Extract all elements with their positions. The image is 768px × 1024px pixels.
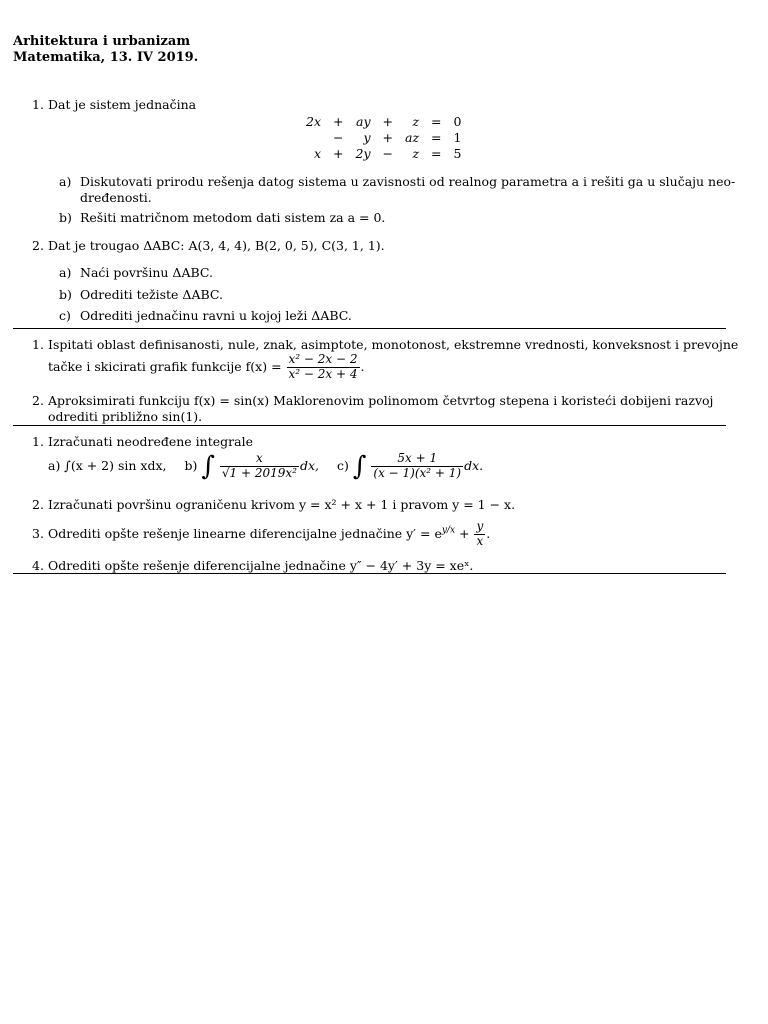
fraction-denominator: x <box>476 533 484 548</box>
integral-b-label: b) <box>184 457 198 473</box>
q1b-label: b) <box>59 210 72 225</box>
exponent: y/x <box>441 525 456 536</box>
plus-sign: + <box>455 525 474 541</box>
q2-number: 2. <box>32 238 44 253</box>
p3q3-text: Odrediti opšte rešenje linearne diferencijalne jednačine y′ = e <box>48 525 442 541</box>
section-divider <box>13 573 726 574</box>
p2q1-number: 1. <box>32 337 44 352</box>
system-cell: + <box>382 129 393 145</box>
course-title: Arhitektura i urbanizam <box>13 34 191 49</box>
system-cell: = <box>431 129 442 145</box>
p3q3-equation <box>48 520 490 549</box>
q2c-text: Odrediti jednačinu ravni u kojoj leži ΔABC. <box>80 308 352 323</box>
p3q2-number: 2. <box>32 497 44 512</box>
system-cell: + <box>333 113 344 129</box>
integral-c-tail: dx. <box>464 457 484 473</box>
p2q2-text: Aproksimirati funkciju f(x) = sin(x) Maklorenovim polinomom četvrtog stepena i koristeći dobijeni razvoj <box>48 393 714 408</box>
q1a-label: a) <box>59 174 72 189</box>
system-cell: z <box>412 145 420 161</box>
fraction-denominator: x² − 2x + 4 <box>288 366 358 381</box>
p3q4-number: 4. <box>32 558 44 573</box>
fraction-numerator: 5x + 1 <box>371 452 463 467</box>
q2b-label: b) <box>59 287 72 302</box>
section-divider <box>13 425 726 426</box>
p3q1-text: Izračunati neodređene integrale <box>48 434 253 449</box>
system-cell: y <box>363 129 371 145</box>
fraction-numerator: x² − 2x − 2 <box>288 352 358 366</box>
p2q1-tail: . <box>360 358 365 374</box>
system-cell: − <box>333 129 344 145</box>
p2q1-text: Ispitati oblast definisanosti, nule, znak, asimptote, monotonost, ekstremne vrednosti, konveksnost i prevojne <box>48 337 739 352</box>
function-fraction <box>287 353 360 382</box>
q1a-text-cont: dređenosti. <box>80 190 152 205</box>
integral-b-fraction <box>220 452 299 481</box>
system-cell: ay <box>356 113 371 129</box>
system-cell <box>300 129 327 145</box>
q2a-label: a) <box>59 265 72 280</box>
system-cell: az <box>405 129 420 145</box>
q2c-label: c) <box>59 308 71 323</box>
system-row <box>300 129 467 145</box>
system-cell: + <box>382 113 393 129</box>
p3q1-number: 1. <box>32 434 44 449</box>
system-row <box>300 113 467 129</box>
system-cell: 0 <box>453 113 462 129</box>
q1b-text: Rešiti matričnom metodom dati sistem za a = 0. <box>80 210 386 225</box>
fraction-denominator: (x − 1)(x² + 1) <box>373 465 462 480</box>
system-row <box>300 145 467 161</box>
p3q4-text: Odrediti opšte rešenje diferencijalne jednačine y″ − 4y′ + 3y = xeˣ. <box>48 558 474 573</box>
system-cell: z <box>412 113 420 129</box>
fraction-denominator: √1 + 2019x² <box>221 465 297 480</box>
p3q3-tail: . <box>486 525 491 541</box>
q2-text: Dat je trougao ΔABC: A(3, 4, 4), B(2, 0, 5), C(3, 1, 1). <box>48 238 385 253</box>
fraction-numerator: y <box>476 519 484 533</box>
system-cell: x <box>313 145 322 161</box>
integral-sign: ∫ <box>352 451 367 482</box>
q2a-text: Naći površinu ΔABC. <box>80 265 213 280</box>
integral-a: a) ∫(x + 2) sin xdx, <box>48 457 167 473</box>
integral-b-tail: dx, <box>299 457 319 473</box>
exam-date: Matematika, 13. IV 2019. <box>13 50 199 65</box>
equation-fraction <box>474 520 485 549</box>
system-cell: − <box>382 145 393 161</box>
equation-system <box>300 113 467 161</box>
p2q1-text-cont: tačke i skicirati grafik funkcije f(x) = <box>48 358 282 374</box>
section-divider <box>13 328 726 329</box>
system-cell: 5 <box>453 145 462 161</box>
p2q1-function <box>48 353 365 382</box>
fraction-numerator: x <box>220 452 299 467</box>
q1-number: 1. <box>32 97 44 112</box>
p3q3-number: 3. <box>32 526 44 541</box>
p3q2-text: Izračunati površinu ograničenu krivom y = x² + x + 1 i pravom y = 1 − x. <box>48 497 516 512</box>
integrals-row <box>48 452 483 481</box>
system-cell: 1 <box>453 129 462 145</box>
p2q2-text-cont: odrediti približno sin(1). <box>48 409 203 424</box>
system-cell: = <box>431 113 442 129</box>
q1a-text: Diskutovati prirodu rešenja datog sistema u zavisnosti od realnog parametra a i rešiti ga u slučaju neo- <box>80 174 736 189</box>
q1-text: Dat je sistem jednačina <box>48 97 197 112</box>
integral-c-fraction <box>371 452 463 481</box>
integral-c-label: c) <box>336 457 349 473</box>
q2b-text: Odrediti težiste ΔABC. <box>80 287 223 302</box>
system-cell: 2y <box>355 145 371 161</box>
p2q2-number: 2. <box>32 393 44 408</box>
system-cell: = <box>431 145 442 161</box>
integral-sign: ∫ <box>201 451 215 482</box>
system-cell: + <box>333 145 344 161</box>
system-cell: 2x <box>306 113 322 129</box>
